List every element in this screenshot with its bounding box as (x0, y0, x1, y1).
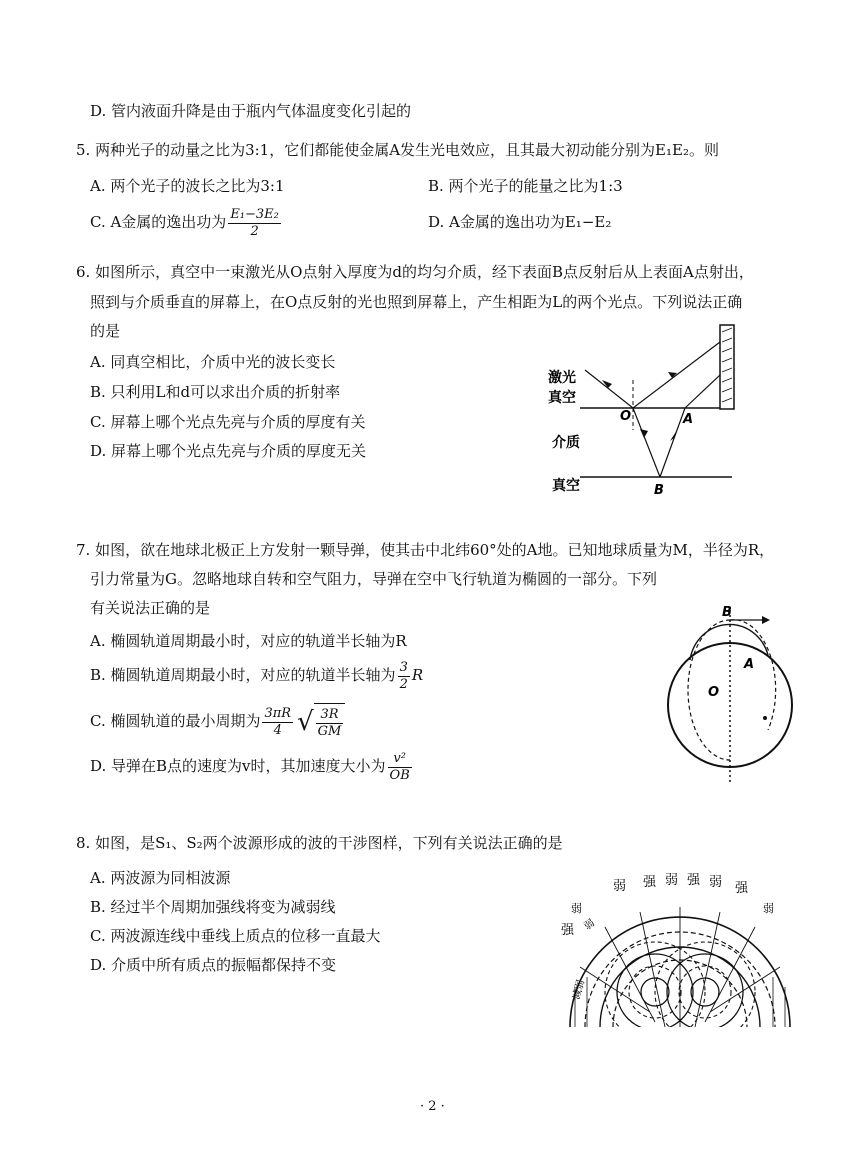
q4-option-d: D. 管内液面升降是由于瓶内气体温度变化引起的 (90, 102, 412, 120)
fraction-denominator: 4 (273, 722, 282, 738)
fraction-denominator: 2 (250, 223, 259, 239)
reflected-ray-b (660, 408, 685, 477)
label-weak: 弱 (613, 879, 627, 894)
incident-ray (585, 370, 633, 408)
label-strong: 强 (643, 875, 657, 890)
fraction-numerator: 3R (316, 707, 344, 724)
q5-option-b: B. 两个光子的能量之比为1:3 (428, 177, 623, 195)
reflected-ray-o (633, 342, 720, 408)
q8-stem: 8. 如图，是S₁、S₂两个波源形成的波的干涉图样，下列有关说法正确的是 (76, 834, 563, 852)
q6-option-a: A. 同真空相比，介质中光的波长变长 (90, 353, 336, 371)
radicand (314, 703, 346, 742)
q6-stem-line2: 照到与介质垂直的屏幕上，在O点反射的光也照到屏幕上，产生相距为L的两个光点。下列说法正确 (90, 293, 743, 311)
fraction-denominator: 2 (399, 676, 408, 692)
point-o-label: O (620, 409, 632, 424)
arrow-head (762, 616, 770, 624)
q7-option-c (90, 702, 345, 742)
q7-stem-line3: 有关说法正确的是 (90, 599, 211, 617)
q8-option-b: B. 经过半个周期加强线将变为减弱线 (90, 898, 336, 916)
label-weak: 弱 (665, 873, 679, 888)
q7-option-c-text: C. 椭圆轨道的最小周期为 (90, 712, 261, 730)
q6-option-b: B. 只利用L和d可以求出介质的折射率 (90, 383, 341, 401)
q7-option-b (90, 657, 423, 693)
q7-option-a: A. 椭圆轨道周期最小时，对应的轨道半长轴为R (90, 632, 407, 650)
fraction-numerator: 3 (399, 659, 408, 675)
orbit-right-dashed (730, 620, 776, 730)
q5-option-c-fraction (228, 207, 281, 240)
label-strong: 强 (561, 923, 575, 938)
q7-option-c-fraction (262, 706, 293, 739)
page-number: · 2 · (420, 1099, 445, 1114)
fraction-numerator: v² (388, 751, 412, 768)
q7-option-d (90, 748, 414, 784)
q6-stem-line3: 的是 (90, 322, 121, 340)
point-b-label: B (722, 605, 732, 620)
q8-option-c: C. 两波源连线中垂线上质点的位移一直最大 (90, 927, 381, 945)
q8-interference-figure (555, 872, 805, 1032)
point-a-label: A (683, 412, 694, 427)
exit-ray-a (685, 375, 720, 408)
q7-option-d-text: D. 导弹在B点的速度为v时，其加速度大小为 (90, 757, 386, 775)
label-diminish: 减弱 (571, 978, 588, 1001)
fraction-denominator: GM (317, 724, 342, 740)
q5-option-c (90, 204, 283, 240)
label-vacuum-bottom: 真空 (552, 478, 580, 494)
label-laser: 激光 (548, 370, 576, 386)
q7-option-b-text: B. 椭圆轨道周期最小时，对应的轨道半长轴为 (90, 666, 396, 684)
q7-option-b-fraction (398, 660, 410, 693)
label-weak: 弱 (582, 917, 597, 933)
square-root (297, 702, 345, 742)
label-strong: 强 (687, 873, 701, 888)
interference-lines (580, 907, 780, 1027)
label-weak: 弱 (709, 875, 723, 890)
label-medium: 介质 (552, 435, 580, 451)
q5-option-d: D. A金属的逸出功为E₁−E₂ (428, 213, 612, 231)
radicand-fraction (316, 707, 344, 740)
q8-option-d: D. 介质中所有质点的振幅都保持不变 (90, 956, 337, 974)
label-strong: 强 (735, 881, 749, 896)
point-o-label: O (708, 685, 720, 700)
fraction-denominator: OB (389, 767, 410, 783)
point-b-label: B (654, 483, 664, 498)
q8-option-a: A. 两波源为同相波源 (90, 869, 231, 887)
focus-dot (763, 716, 767, 720)
screen-shape (720, 325, 734, 409)
label-weak: 弱 (763, 902, 774, 915)
q7-stem-line1: 7. 如图，欲在地球北极正上方发射一颗导弹，使其击中北纬60°处的A地。已知地球质量为M，半径为R， (76, 541, 775, 559)
q6-option-c: C. 屏幕上哪个光点先亮与介质的厚度有关 (90, 413, 366, 431)
q6-option-d: D. 屏幕上哪个光点先亮与介质的厚度无关 (90, 442, 367, 460)
point-a-label: A (744, 657, 755, 672)
q5-option-c-text: C. A金属的逸出功为 (90, 213, 227, 231)
fraction-numerator: 3πR (264, 705, 292, 721)
q6-optics-figure (540, 320, 750, 500)
q7-stem-line2: 引力常量为G。忽略地球自转和空气阻力，导弹在空中飞行轨道为椭圆的一部分。下列 (90, 570, 657, 588)
ray-arrow (640, 429, 648, 438)
q7-option-d-fraction (388, 751, 412, 784)
q7-option-b-suffix: R (411, 666, 424, 684)
label-vacuum-top: 真空 (548, 390, 576, 406)
refracted-ray-down (633, 408, 660, 477)
q5-option-a: A. 两个光子的波长之比为3:1 (90, 177, 285, 195)
q6-stem-line1: 6. 如图所示，真空中一束激光从O点射入厚度为d的均匀介质，经下表面B点反射后从上表面A点射出， (76, 263, 754, 281)
radical-sign: √ (297, 707, 314, 738)
fraction-numerator: E₁−3E₂ (230, 206, 279, 222)
q7-earth-figure (660, 600, 800, 785)
q5-stem: 5. 两种光子的动量之比为3:1，它们都能使金属A发生光电效应，且其最大初动能分别为E₁E₂。则 (76, 141, 719, 159)
label-weak: 弱 (571, 902, 582, 915)
